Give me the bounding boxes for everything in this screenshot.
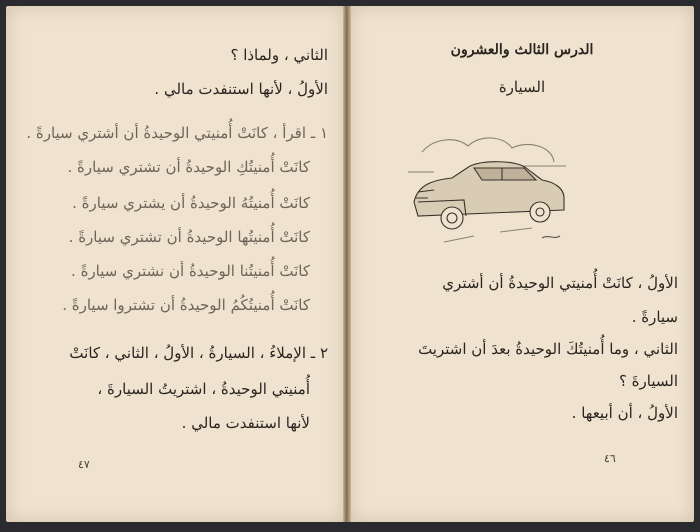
lesson-title: الدرس الثالث والعشرون [450, 42, 594, 58]
exercise-line: كانَتْ أُمنيتُكُمُ الوحيدةُ أن تشتروا سيارةً . [62, 296, 310, 314]
dialogue-line: سيارةً . [631, 308, 678, 326]
dialogue-line: السيارةَ ؟ [618, 372, 678, 390]
dictation-line: ٢ ـ الإملاءُ ، السيارةُ ، الأولُ ، الثاني ، كانَتْ [69, 344, 328, 362]
dialogue-line: الأولُ ، كانَتْ أُمنيتي الوحيدةُ أن أشتري [442, 274, 678, 292]
dialogue-line: الثاني ، ولماذا ؟ [230, 46, 328, 64]
lesson-subtitle: السيارة [498, 78, 546, 96]
page-number: ٤٧ [78, 458, 90, 471]
dictation-line: أُمنيتي الوحيدةُ ، اشتريتُ السيارةَ ، [97, 380, 310, 398]
dictation-line: لأنها استنفدت مالي . [181, 414, 310, 432]
dialogue-line: الثاني ، وما أُمنيتُكَ الوحيدةُ بعدَ أن اشتريتَ [418, 340, 678, 358]
car-illustration-icon [404, 132, 572, 250]
exercise-line: كانَتْ أُمنيتُهُ الوحيدةُ أن يشتري سيارةً . [72, 194, 310, 212]
page-number: ٤٦ [604, 452, 616, 465]
dialogue-line: الأولُ ، لأنها استنفدت مالي . [154, 80, 328, 98]
exercise-line: ١ ـ اقرأ ، كانَتْ أُمنيتي الوحيدةُ أن أشتري سيارةً . [26, 124, 328, 142]
dialogue-line: الأولُ ، أن أبيعها . [571, 404, 678, 422]
exercise-line: كانَتْ أُمنيتُنا الوحيدةُ أن نشتري سيارةً . [71, 262, 310, 280]
exercise-line: كانَتْ أُمنيتُكِ الوحيدةُ أن تشتري سيارةً . [67, 158, 310, 176]
exercise-line: كانَتْ أُمنيتُها الوحيدةُ أن تشتري سيارةً . [68, 228, 310, 246]
